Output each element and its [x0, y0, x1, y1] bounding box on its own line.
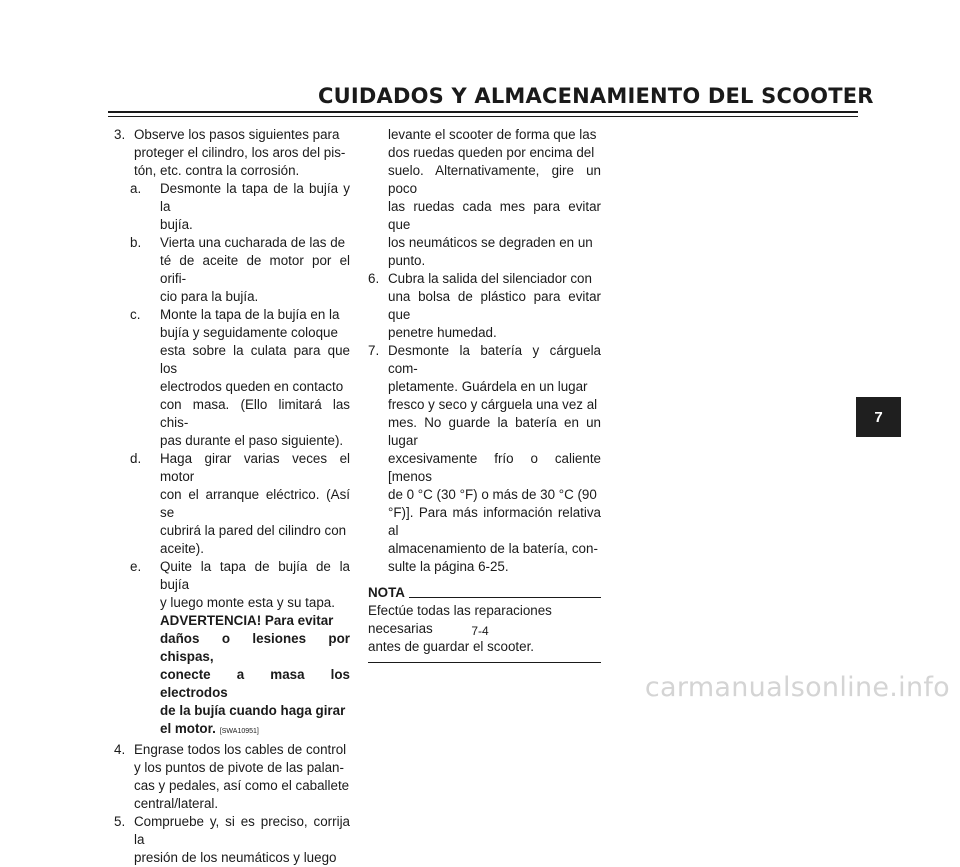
text-line: proteger el cilindro, los aros del pis- [134, 145, 346, 160]
text-line: y los puntos de pivote de las palan- [134, 760, 344, 775]
list-item-6 [368, 270, 601, 342]
text-line: levante el scooter de forma que las [388, 127, 597, 142]
left-column [114, 126, 350, 867]
warning-line: daños o lesiones por chispas, [160, 631, 350, 664]
warning-line: ADVERTENCIA! Para evitar [160, 613, 334, 628]
list-number: 7. [368, 343, 380, 358]
list-item-5-continued [368, 126, 601, 270]
text-line: Vierta una cucharada de las de [160, 235, 346, 250]
text-line: Desmonte la batería y cárguela com- [388, 343, 601, 376]
page-header-title: CUIDADOS Y ALMACENAMIENTO DEL SCOOTER [318, 84, 874, 108]
text-line: con masa. (Ello limitará las chis- [160, 397, 350, 430]
text-line: central/lateral. [134, 796, 219, 811]
text-line: Engrase todos los cables de control [134, 742, 347, 757]
text-line: Haga girar varias veces el motor [160, 451, 350, 484]
header-rule-thin [108, 116, 858, 117]
warning-line: conecte a masa los electrodos [160, 667, 350, 700]
text-line: pletamente. Guárdela en un lugar [388, 379, 588, 394]
chapter-tab [856, 397, 901, 437]
text-line: electrodos queden en contacto [160, 379, 344, 394]
list-item-5 [114, 813, 350, 867]
text-line: tón, etc. contra la corrosión. [134, 163, 300, 178]
warning-line: el motor. [160, 721, 216, 736]
text-line: Desmonte la tapa de la bujía y la [160, 181, 350, 214]
note-header [368, 584, 601, 602]
text-line: almacenamiento de la batería, con- [388, 541, 598, 556]
list-number: 6. [368, 271, 380, 286]
warning-last-line [160, 720, 350, 741]
text-line: suelo. Alternativamente, gire un poco [388, 163, 601, 196]
text-line: los neumáticos se degraden en un [388, 235, 593, 250]
text-line: una bolsa de plástico para evitar que [388, 289, 601, 322]
text-line: Cubra la salida del silenciador con [388, 271, 592, 286]
text-line: cubrirá la pared del cilindro con [160, 523, 347, 538]
list-item-4 [114, 741, 350, 813]
warning-code: [SWA10951] [219, 728, 259, 735]
list-number: 5. [114, 814, 126, 829]
text-line: Observe los pasos siguientes para [134, 127, 340, 142]
sub-step-letter: d. [130, 451, 142, 466]
text-line: cio para la bujía. [160, 289, 259, 304]
text-line: Compruebe y, si es preciso, corrija la [134, 814, 350, 847]
text-line: Efectúe todas las reparaciones necesarias [368, 603, 552, 636]
text-line: Quite la tapa de bujía de la bujía [160, 559, 350, 592]
text-line: esta sobre la culata para que los [160, 343, 350, 376]
text-line: antes de guardar el scooter. [368, 639, 535, 654]
list-item-3 [114, 126, 350, 180]
text-line: sulte la página 6-25. [388, 559, 509, 574]
text-line: excesivamente frío o caliente [menos [388, 451, 601, 484]
text-line: bujía. [160, 217, 193, 232]
text-line: Monte la tapa de la bujía en la [160, 307, 340, 322]
sub-step-letter: b. [130, 235, 142, 250]
note-label: NOTA [368, 585, 405, 600]
sub-step-letter: e. [130, 559, 142, 574]
list-number: 3. [114, 127, 126, 142]
text-line: dos ruedas queden por encima del [388, 145, 595, 160]
text-line: punto. [388, 253, 426, 268]
note-header-rule [409, 597, 601, 598]
text-line: de 0 °C (30 °F) o más de 30 °C (90 [388, 487, 597, 502]
text-line: pas durante el paso siguiente). [160, 433, 344, 448]
text-line: mes. No guarde la batería en un lugar [388, 415, 601, 448]
text-line: fresco y seco y cárguela una vez al [388, 397, 598, 412]
text-line: penetre humedad. [388, 325, 497, 340]
text-line: con el arranque eléctrico. (Así se [160, 487, 350, 520]
text-line: cas y pedales, así como el caballete [134, 778, 350, 793]
text-line: las ruedas cada mes para evitar que [388, 199, 601, 232]
sub-step-a [114, 180, 350, 234]
sub-step-letter: a. [130, 181, 142, 196]
text-line: bujía y seguidamente coloque [160, 325, 338, 340]
text-line: té de aceite de motor por el orifi- [160, 253, 350, 286]
right-column [368, 126, 601, 663]
text-line: aceite). [160, 541, 204, 556]
sub-step-letter: c. [130, 307, 141, 322]
sub-step-d [114, 450, 350, 558]
text-line: presión de los neumáticos y luego [134, 850, 337, 865]
watermark: carmanualsonline.info [644, 672, 950, 703]
sub-step-e [114, 558, 350, 741]
chapter-tab-number: 7 [874, 408, 883, 426]
sub-step-c [114, 306, 350, 450]
list-item-7 [368, 342, 601, 576]
sub-step-b [114, 234, 350, 306]
note-footer-rule [368, 662, 601, 663]
header-rule-thick [108, 111, 858, 113]
list-number: 4. [114, 742, 126, 757]
warning-line: de la bujía cuando haga girar [160, 703, 346, 718]
text-line: y luego monte esta y su tapa. [160, 595, 335, 610]
page-number: 7-4 [471, 624, 489, 638]
text-line: °F)]. Para más información relativa al [388, 505, 601, 538]
